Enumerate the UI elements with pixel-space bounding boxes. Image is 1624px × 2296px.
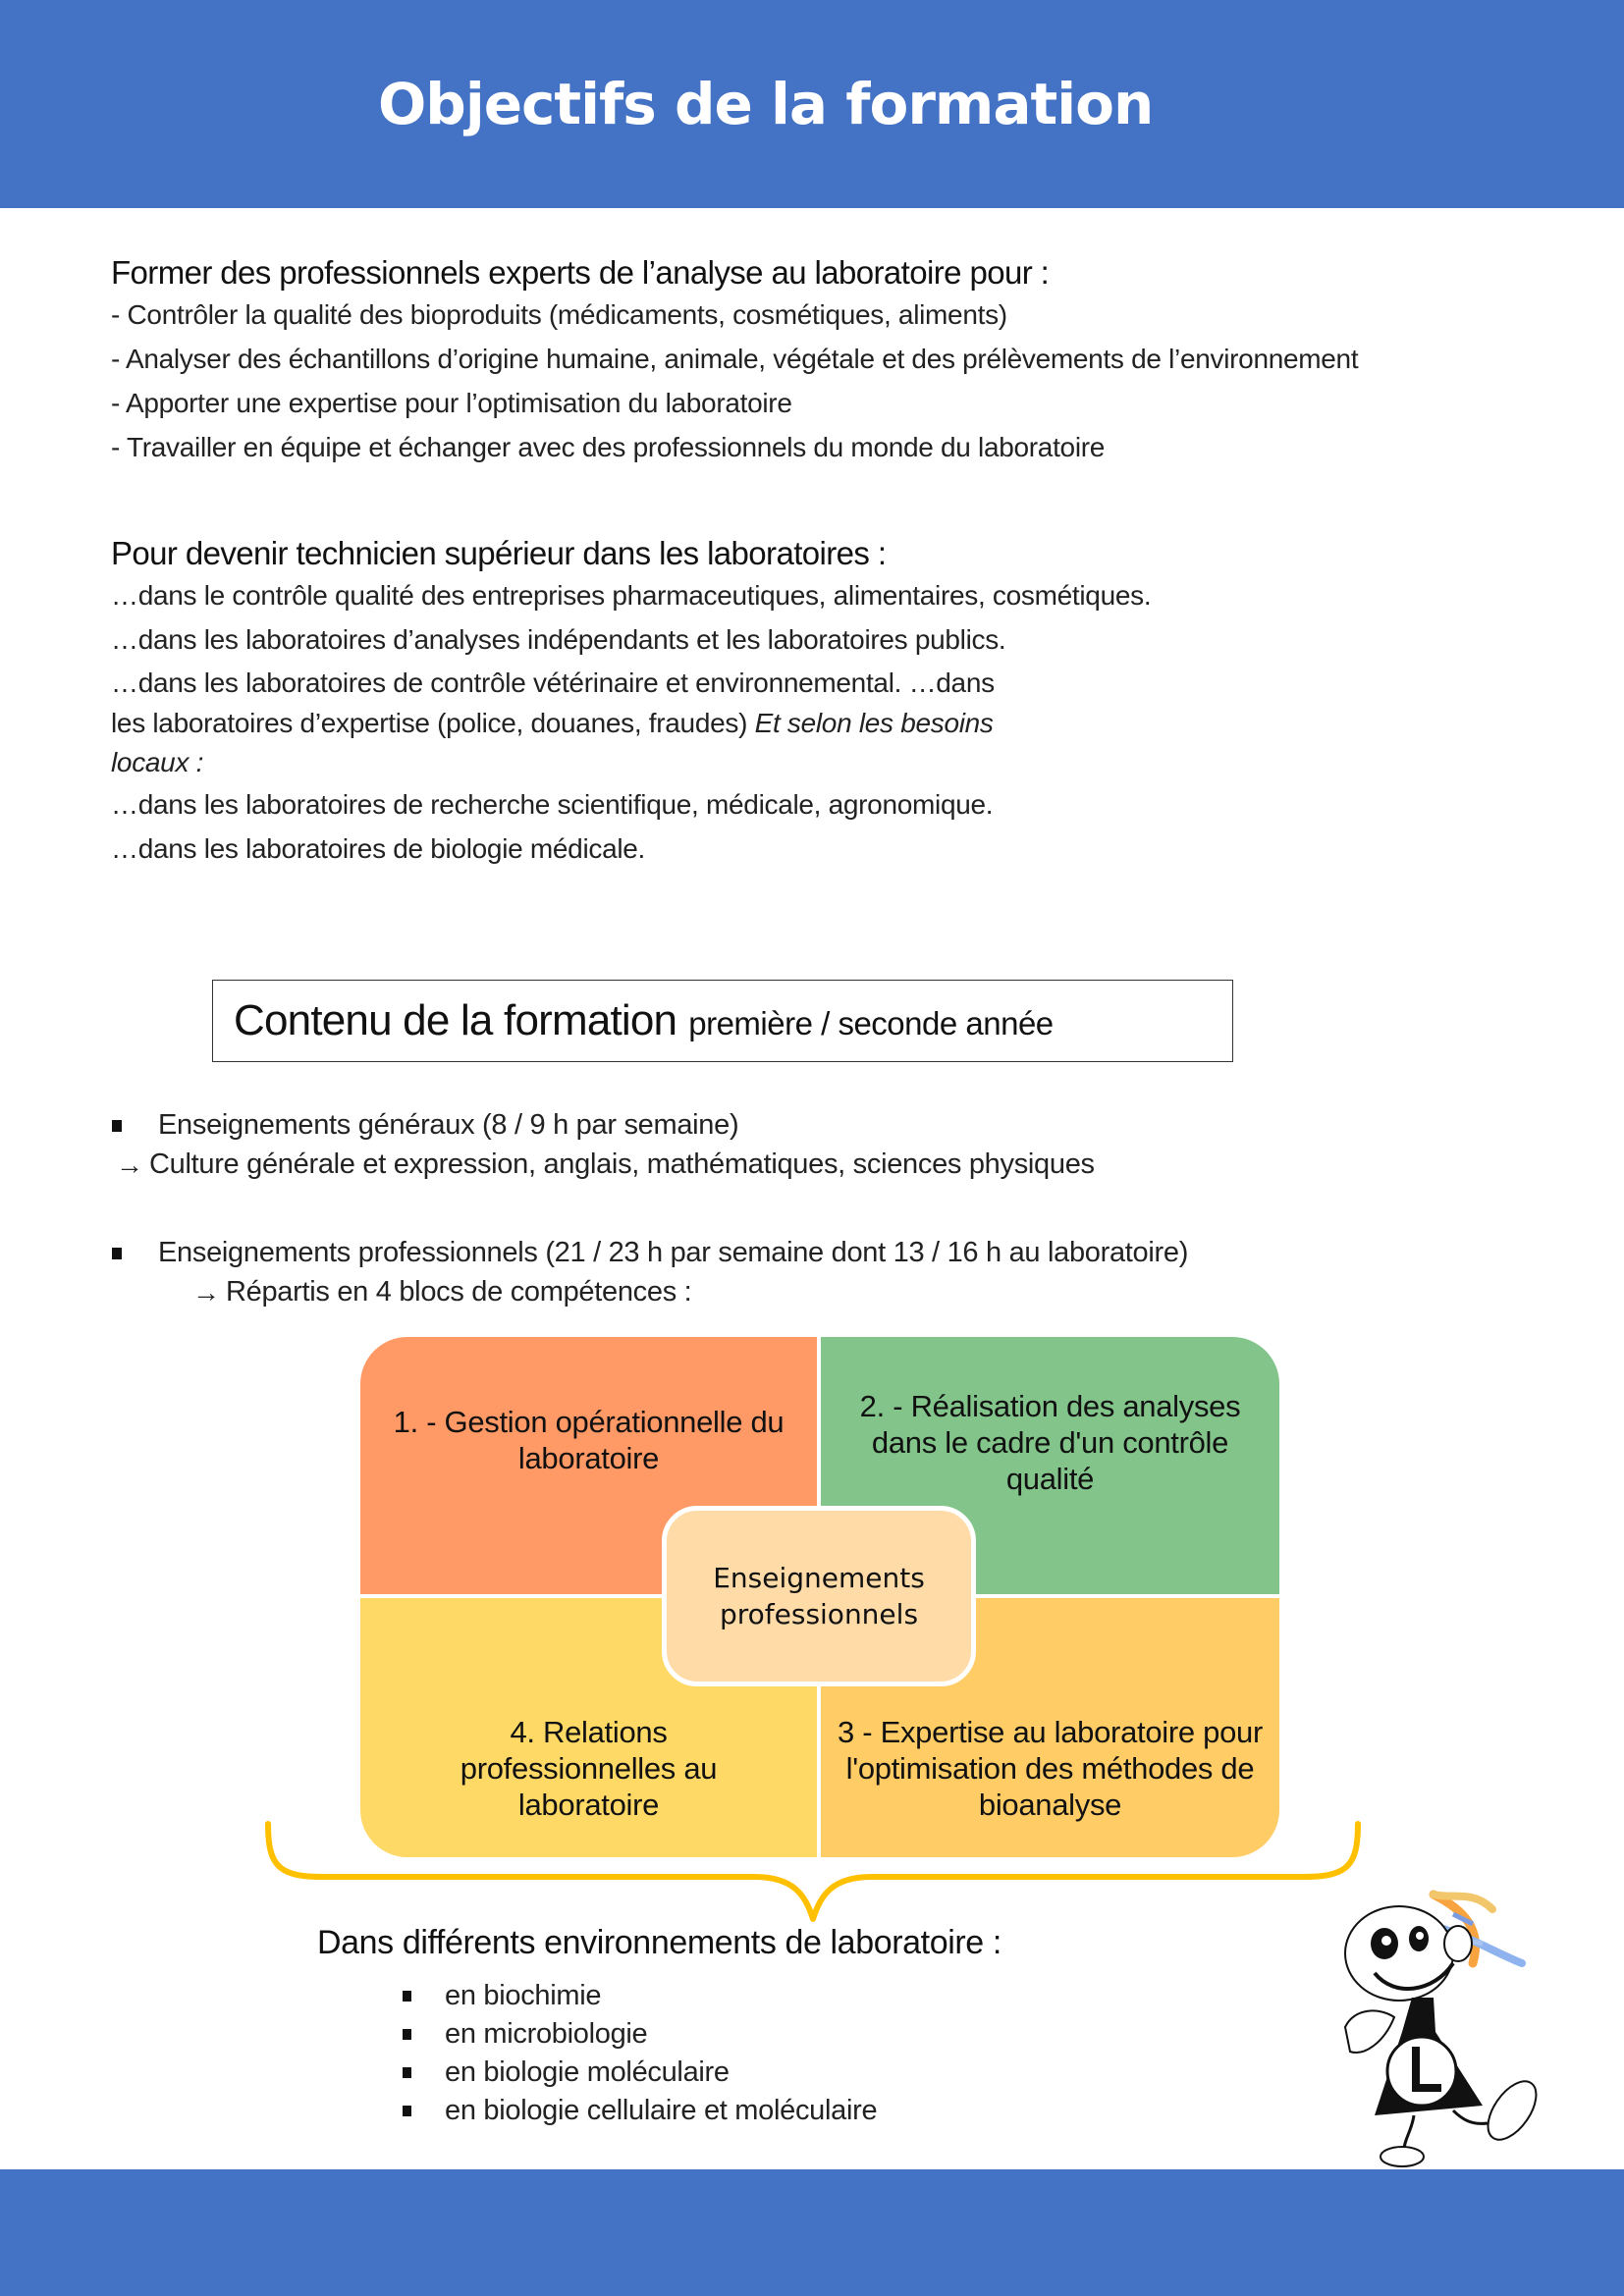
careers-section [111, 534, 1151, 871]
arrow-right-icon: → [192, 1276, 220, 1308]
page-title: Objectifs de la formation [378, 71, 1154, 137]
header-bar [0, 0, 1624, 208]
square-bullet-icon [403, 2029, 411, 2040]
environments-list [403, 1977, 877, 2130]
list-item: en biochimie [403, 1977, 877, 2015]
objectives-heading: Former des professionnels experts de l’analyse au laboratoire pour : [111, 254, 1050, 291]
professional-teaching-detail [192, 1276, 691, 1308]
list-item: en biologie cellulaire et moléculaire [403, 2092, 877, 2130]
professional-teaching-detail-text: Répartis en 4 blocs de compétences : [226, 1276, 692, 1308]
career-line-italic: locaux : [111, 747, 204, 777]
objective-item: - Analyser des échantillons d’origine humaine, animale, végétale et des prélèvements de l’environnement [111, 344, 1359, 374]
objective-item: - Apporter une expertise pour l’optimisation du laboratoire [111, 388, 792, 418]
square-bullet-icon [112, 1248, 122, 1259]
careers-heading: Pour devenir technicien supérieur dans les laboratoires : [111, 535, 887, 571]
environments-heading: Dans différents environnements de laboratoire : [317, 1924, 1001, 1961]
general-teaching-detail-text: Culture générale et expression, anglais, mathématiques, sciences physiques [149, 1148, 1095, 1180]
career-line: …dans les laboratoires de biologie médicale. [111, 833, 646, 864]
objective-item: - Contrôler la qualité des bioproduits (médicaments, cosmétiques, aliments) [111, 299, 1007, 330]
general-teaching-detail [116, 1148, 1095, 1181]
career-line: …dans les laboratoires d’analyses indépendants et les laboratoires publics. [111, 624, 1006, 655]
competence-blocks-diagram [360, 1337, 1279, 1857]
list-item: en biologie moléculaire [403, 2054, 877, 2092]
curly-brace-icon [263, 1816, 1363, 1924]
career-line: …dans les laboratoires de recherche scientifique, médicale, agronomique. [111, 789, 994, 820]
block-1-label: 1. - Gestion opérationnelle du laboratoire [393, 1405, 785, 1475]
objective-item: - Travailler en équipe et échanger avec des professionnels du monde du laboratoire [111, 432, 1106, 462]
career-line-regular: les laboratoires d’expertise (police, douanes, fraudes) [111, 708, 755, 738]
career-line: …dans les laboratoires de contrôle vétérinaire et environnemental. …dans [111, 667, 995, 698]
arrow-right-icon: → [116, 1148, 143, 1180]
list-item: en microbiologie [403, 2015, 877, 2054]
footer-bar [0, 2169, 1624, 2296]
lab-mascot-icon [1326, 1870, 1551, 2169]
content-subtitle: première / seconde année [688, 1005, 1054, 1041]
block-4-label: 4. Relations professionnelles au laboratoire [460, 1715, 718, 1822]
objectives-section [111, 253, 1358, 469]
block-2-label: 2. - Réalisation des analyses dans le cadre d'un contrôle qualité [859, 1389, 1241, 1496]
career-line-italic: Et selon les besoins [754, 708, 994, 738]
content-title-box [212, 980, 1233, 1062]
square-bullet-icon [403, 2106, 411, 2116]
general-teaching-item [112, 1109, 738, 1142]
square-bullet-icon [403, 2067, 411, 2078]
square-bullet-icon [403, 1991, 411, 2002]
career-line: …dans le contrôle qualité des entreprises pharmaceutiques, alimentaires, cosmétiques. [111, 580, 1152, 611]
block-3-label: 3 - Expertise au laboratoire pour l'optimisation des méthodes de bioanalyse [838, 1715, 1263, 1822]
center-label: Enseignements professionnels [713, 1562, 925, 1630]
professional-teaching-label: Enseignements professionnels (21 / 23 h par semaine dont 13 / 16 h au laboratoire) [158, 1237, 1189, 1268]
content-title: Contenu de la formation [234, 996, 677, 1044]
general-teaching-label: Enseignements généraux (8 / 9 h par semaine) [158, 1109, 739, 1141]
career-line [111, 704, 1151, 743]
professional-teaching-item [112, 1237, 1188, 1269]
square-bullet-icon [112, 1120, 122, 1132]
center-professional-teaching [662, 1506, 976, 1686]
